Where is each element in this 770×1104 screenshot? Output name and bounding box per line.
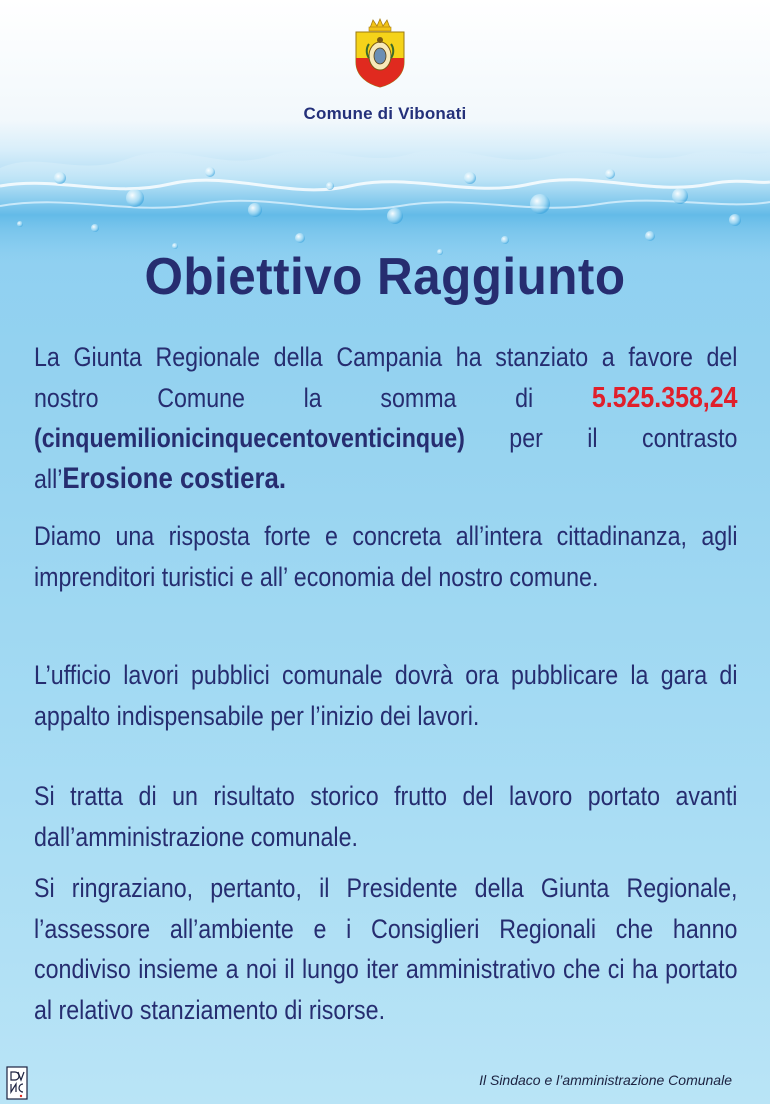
header <box>0 0 770 140</box>
funding-text-purpose: per il contrasto all’ <box>34 423 738 494</box>
coat-of-arms-icon <box>352 18 408 88</box>
paragraph-historic-result: Si tratta di un risultato storico frutto del lavoro portato avanti dall’amministrazione comunale. <box>34 781 738 852</box>
funding-topic: Erosione costiera. <box>62 461 287 495</box>
printer-stamp-icon <box>6 1066 28 1100</box>
funding-amount: 5.525.358,24 <box>591 381 738 414</box>
paragraph-response: Diamo una risposta forte e concreta all’intera cittadinanza, agli imprenditori turistici e all’ economia del nostro comune. <box>34 521 738 592</box>
paragraph-funding <box>34 337 737 499</box>
comune-name: Comune di Vibonati <box>303 104 467 123</box>
page-title: Obiettivo Raggiunto <box>144 248 626 306</box>
funding-amount-words: (cinquemilionicinquecentoventicinque) <box>34 423 465 453</box>
paragraph-thanks: Si ringraziano, pertanto, il Presidente della Giunta Regionale, l’assessore all’ambiente e i Consiglieri Regionali che hanno condiviso insieme a noi il lungo iter amministrativo che ci ha portato al relativo stanziamento di risorse. <box>34 873 738 1025</box>
signature: Il Sindaco e l’amministrazione Comunale <box>479 1072 732 1088</box>
funding-text-intro: La Giunta Regionale della Campania ha stanziato a favore del nostro Comune la somma di <box>34 342 738 413</box>
paragraph-public-works: L’ufficio lavori pubblici comunale dovrà ora pubblicare la gara di appalto indispensabile per l’inizio dei lavori. <box>34 660 738 731</box>
